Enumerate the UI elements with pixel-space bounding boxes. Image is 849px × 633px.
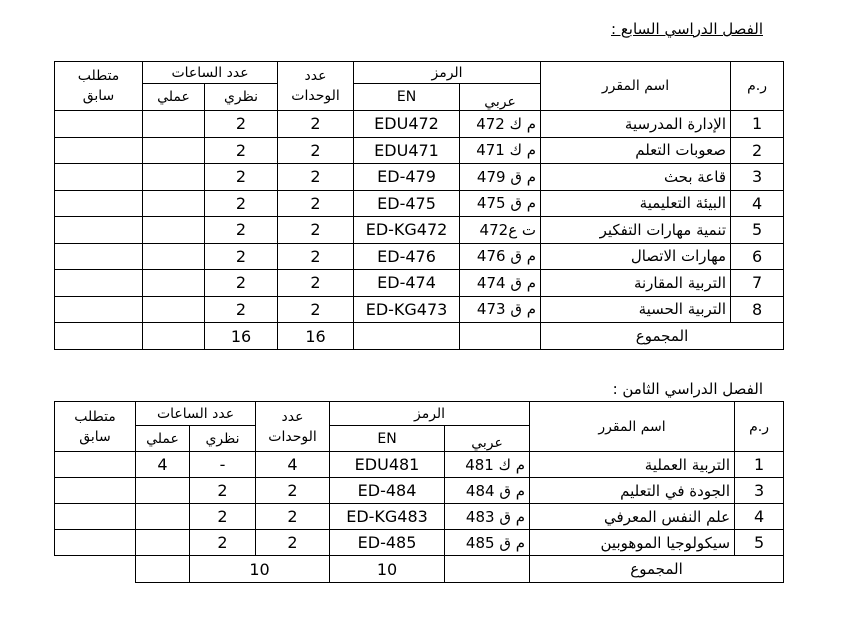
- practical-hours: [143, 296, 205, 323]
- course-name: التربية المقارنة: [541, 270, 731, 297]
- practical-hours: [136, 504, 190, 530]
- theory-hours: 2: [205, 111, 278, 138]
- total-practical: [143, 323, 205, 350]
- header-code-ar: عربي: [460, 84, 541, 111]
- row-num: 3: [735, 478, 784, 504]
- code-en: EDU481: [330, 452, 445, 478]
- prereq: [55, 137, 143, 164]
- practical-hours: [143, 243, 205, 270]
- header-hours: عدد الساعات: [136, 402, 256, 426]
- course-name: التربية العملية: [530, 452, 735, 478]
- row-num: 2: [731, 137, 784, 164]
- units: 2: [278, 296, 354, 323]
- prereq: [55, 111, 143, 138]
- header-prereq-line1: متطلب: [74, 408, 116, 425]
- course-name: سيكولوجيا الموهوبين: [530, 530, 735, 556]
- code-ar: م ق 484: [445, 478, 530, 504]
- row-num: 1: [731, 111, 784, 138]
- theory-hours: 2: [190, 530, 256, 556]
- theory-hours: 2: [205, 137, 278, 164]
- total-units: 10: [330, 556, 445, 583]
- table-row: [55, 504, 784, 530]
- prereq: [55, 478, 136, 504]
- theory-hours: 2: [205, 270, 278, 297]
- header-prereq: [55, 62, 143, 111]
- course-name: البيئة التعليمية: [541, 190, 731, 217]
- code-en: ED-479: [354, 164, 460, 191]
- prereq: [55, 504, 136, 530]
- theory-hours: 2: [205, 217, 278, 244]
- header-practical: عملي: [136, 426, 190, 452]
- header-theory: نظري: [205, 84, 278, 111]
- header-units-line2: الوحدات: [291, 88, 340, 104]
- row-num: 4: [735, 504, 784, 530]
- header-units-line1: عدد: [304, 68, 327, 84]
- header-code-en: EN: [354, 84, 460, 111]
- theory-hours: -: [190, 452, 256, 478]
- semester7-table: [54, 61, 784, 350]
- table-row: [55, 478, 784, 504]
- row-num: 4: [731, 190, 784, 217]
- semester7-title: الفصل الدراسي السابع :: [611, 20, 763, 38]
- code-ar: ت ع472: [460, 217, 541, 244]
- course-name: الجودة في التعليم: [530, 478, 735, 504]
- prereq: [55, 217, 143, 244]
- header-hours: عدد الساعات: [143, 62, 278, 84]
- code-ar: م ق 476: [460, 243, 541, 270]
- code-ar: م ك 471: [460, 137, 541, 164]
- theory-hours: 2: [205, 190, 278, 217]
- prereq: [55, 164, 143, 191]
- row-num: 6: [731, 243, 784, 270]
- header-code: الرمز: [354, 62, 541, 84]
- practical-hours: [143, 137, 205, 164]
- header-code-ar: عربي: [445, 426, 530, 452]
- course-name: صعوبات التعلم: [541, 137, 731, 164]
- semester8-table: [54, 401, 784, 583]
- total-empty: [460, 323, 541, 350]
- header-theory: نظري: [190, 426, 256, 452]
- total-label: المجموع: [541, 323, 784, 350]
- total-label: المجموع: [530, 556, 784, 583]
- units: 2: [278, 217, 354, 244]
- code-ar: م ق 475: [460, 190, 541, 217]
- units: 2: [256, 530, 330, 556]
- header-prereq-line2: سابق: [82, 88, 115, 104]
- table-row: [55, 296, 784, 323]
- table-row: [55, 270, 784, 297]
- code-en: EDU472: [354, 111, 460, 138]
- units: 2: [256, 504, 330, 530]
- total-prereq: [55, 323, 143, 350]
- table-row: [55, 243, 784, 270]
- row-num: 5: [735, 530, 784, 556]
- code-en: ED-475: [354, 190, 460, 217]
- total-empty: [445, 556, 530, 583]
- units: 2: [278, 270, 354, 297]
- theory-hours: 2: [205, 243, 278, 270]
- code-en: ED-KG472: [354, 217, 460, 244]
- practical-hours: [136, 478, 190, 504]
- units: 2: [278, 111, 354, 138]
- course-name: مهارات الاتصال: [541, 243, 731, 270]
- row-num: 1: [735, 452, 784, 478]
- code-ar: م ق 485: [445, 530, 530, 556]
- theory-hours: 2: [205, 164, 278, 191]
- table-row: [55, 530, 784, 556]
- header-prereq-line1: متطلب: [77, 68, 120, 84]
- practical-hours: [143, 111, 205, 138]
- total-row: [55, 323, 784, 350]
- code-ar: م ك 481: [445, 452, 530, 478]
- course-name: قاعة بحث: [541, 164, 731, 191]
- prereq: [55, 243, 143, 270]
- row-num: 7: [731, 270, 784, 297]
- units: 2: [278, 190, 354, 217]
- prereq: [55, 452, 136, 478]
- table-row: [55, 164, 784, 191]
- units: 4: [256, 452, 330, 478]
- code-en: EDU471: [354, 137, 460, 164]
- total-hours: 10: [190, 556, 330, 583]
- practical-hours: [143, 164, 205, 191]
- header-units-line2: الوحدات: [268, 428, 317, 445]
- code-en: ED-KG473: [354, 296, 460, 323]
- row-num: 3: [731, 164, 784, 191]
- units: 2: [278, 164, 354, 191]
- prereq: [55, 296, 143, 323]
- practical-hours: [143, 217, 205, 244]
- code-en: ED-KG483: [330, 504, 445, 530]
- practical-hours: [136, 530, 190, 556]
- practical-hours: [143, 190, 205, 217]
- code-ar: م ك 472: [460, 111, 541, 138]
- theory-hours: 2: [190, 478, 256, 504]
- table-row: [55, 137, 784, 164]
- total-prereq: [136, 556, 190, 583]
- header-units: [278, 62, 354, 111]
- table-row: [55, 452, 784, 478]
- total-units: 16: [278, 323, 354, 350]
- code-ar: م ق 474: [460, 270, 541, 297]
- course-name: الإدارة المدرسية: [541, 111, 731, 138]
- code-en: ED-476: [354, 243, 460, 270]
- row-num: 5: [731, 217, 784, 244]
- header-course-name: اسم المقرر: [530, 402, 735, 452]
- code-ar: م ق 479: [460, 164, 541, 191]
- units: 2: [278, 137, 354, 164]
- course-name: علم النفس المعرفي: [530, 504, 735, 530]
- units: 2: [256, 478, 330, 504]
- prereq: [55, 190, 143, 217]
- header-code: الرمز: [330, 402, 530, 426]
- code-en: ED-474: [354, 270, 460, 297]
- table-row: [55, 190, 784, 217]
- course-name: تنمية مهارات التفكير: [541, 217, 731, 244]
- practical-hours: 4: [136, 452, 190, 478]
- header-prereq-line2: سابق: [79, 428, 111, 445]
- total-empty: [354, 323, 460, 350]
- header-num: ر.م: [731, 62, 784, 111]
- practical-hours: [143, 270, 205, 297]
- header-prereq: [55, 402, 136, 452]
- total-theory: 16: [205, 323, 278, 350]
- course-name: التربية الحسية: [541, 296, 731, 323]
- prereq: [55, 270, 143, 297]
- theory-hours: 2: [205, 296, 278, 323]
- code-en: ED-484: [330, 478, 445, 504]
- table-row: [55, 111, 784, 138]
- header-units-line1: عدد: [281, 408, 304, 425]
- units: 2: [278, 243, 354, 270]
- header-code-en: EN: [330, 426, 445, 452]
- header-num: ر.م: [735, 402, 784, 452]
- row-num: 8: [731, 296, 784, 323]
- prereq: [55, 530, 136, 556]
- table-row: [55, 217, 784, 244]
- code-ar: م ق 473: [460, 296, 541, 323]
- header-practical: عملي: [143, 84, 205, 111]
- code-ar: م ق 483: [445, 504, 530, 530]
- total-row: [55, 556, 784, 583]
- header-course-name: اسم المقرر: [541, 62, 731, 111]
- semester8-title: الفصل الدراسي الثامن :: [612, 380, 763, 398]
- code-en: ED-485: [330, 530, 445, 556]
- theory-hours: 2: [190, 504, 256, 530]
- header-units: [256, 402, 330, 452]
